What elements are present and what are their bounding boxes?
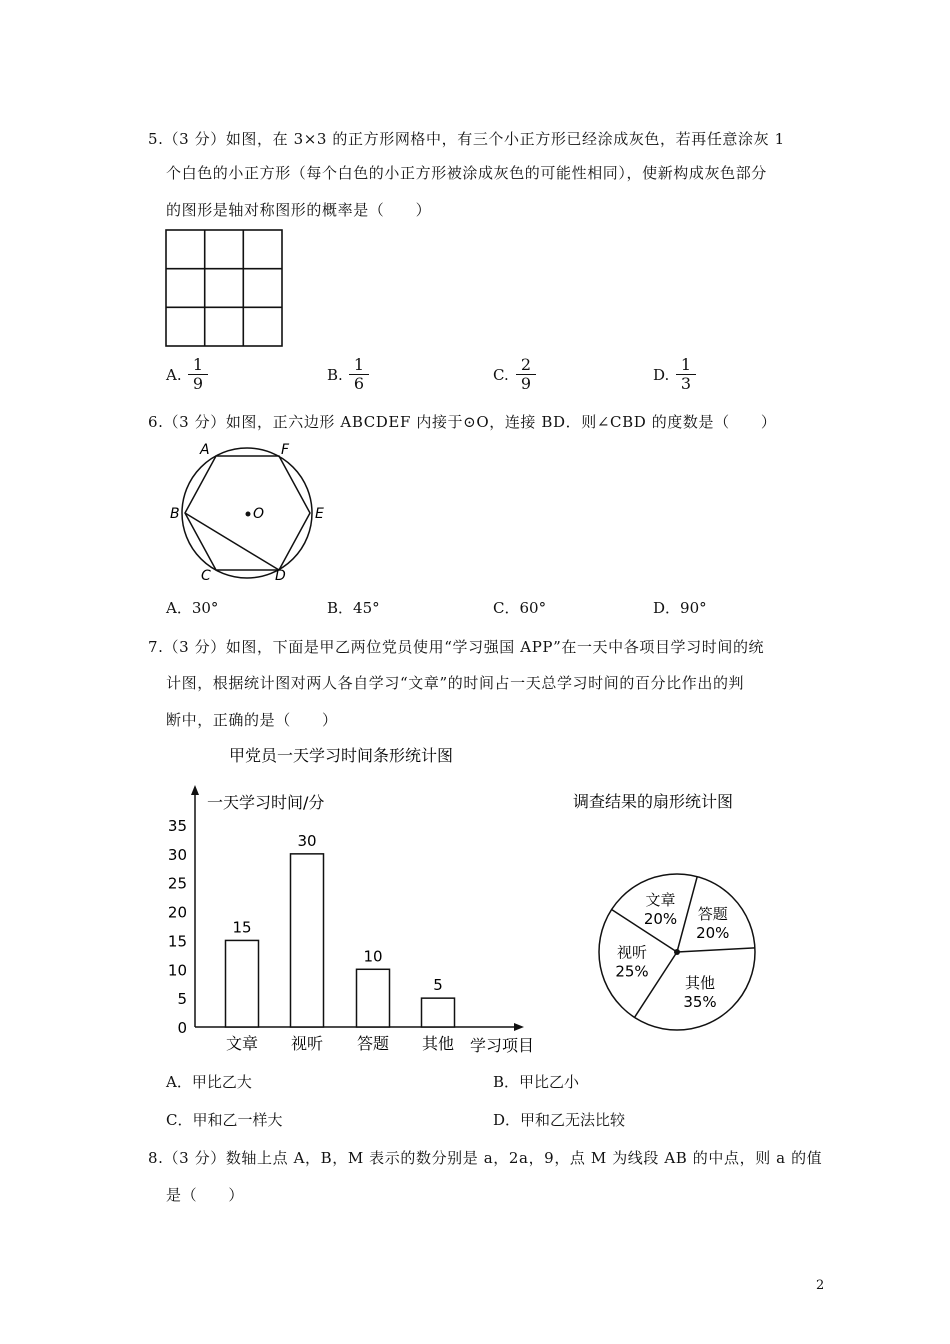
pie-slice-percent: 35% — [683, 992, 717, 1011]
bar-1 — [226, 940, 259, 1027]
y-tick-label: 10 — [167, 961, 187, 980]
q8-line2: 是（ ） — [166, 1186, 245, 1204]
q5-option-c[interactable]: C. — [493, 366, 509, 384]
q7-option-d[interactable]: D．甲和乙无法比较 — [493, 1111, 626, 1129]
pie-slice-name: 视听 — [616, 943, 648, 962]
pie-slice-percent: 20% — [696, 924, 730, 943]
q7-line2: 计图，根据统计图对两人各自学习“文章”的时间占一天总学习时间的百分比作出的判 — [166, 674, 745, 692]
q5-option-a-fraction: $\frac{1}{9}$ — [188, 356, 208, 393]
pie-chart-title: 调查结果的扇形统计图 — [573, 792, 734, 811]
bar-chart-ylabel: 一天学习时间/分 — [207, 793, 325, 812]
y-tick-label: 35 — [167, 817, 187, 835]
bar-value-label: 5 — [433, 976, 443, 995]
label-d: D — [275, 568, 286, 584]
bar-value-label: 10 — [363, 947, 383, 966]
bar-chart-xlabel: 学习项目 — [470, 1036, 535, 1055]
label-c: C — [201, 568, 211, 584]
y-axis-arrow — [191, 785, 199, 795]
q5-option-b[interactable]: B. — [327, 366, 343, 384]
bar-chart — [150, 735, 550, 1065]
bar-4 — [422, 998, 455, 1027]
pie-slice-percent: 25% — [615, 962, 649, 981]
bar-2 — [291, 854, 324, 1027]
q5-option-a[interactable]: A. — [166, 366, 182, 384]
q5-line3: 的图形是轴对称图形的概率是（ ） — [166, 201, 432, 219]
label-a: A — [200, 442, 210, 458]
y-tick-label: 20 — [167, 903, 187, 922]
x-tick-label: 文章 — [225, 1034, 259, 1053]
center-dot — [246, 512, 251, 517]
pie-chart — [560, 780, 800, 1040]
q7-line3: 断中，正确的是（ ） — [166, 711, 338, 729]
q6-option-d[interactable]: D．90° — [653, 599, 707, 617]
pie-slice-percent: 20% — [643, 910, 678, 929]
page-number: 2 — [816, 1278, 825, 1293]
q6-option-c[interactable]: C．60° — [493, 599, 547, 617]
label-e: E — [315, 506, 324, 522]
bar-3 — [357, 969, 390, 1027]
label-f: F — [281, 442, 290, 458]
label-o: O — [253, 506, 265, 522]
q5-option-b-fraction: $\frac{1}{6}$ — [349, 356, 369, 393]
y-tick-label: 15 — [167, 932, 187, 951]
q5-line2: 个白色的小正方形（每个白色的小正方形被涂成灰色的可能性相同），使新构成灰色部分 — [166, 164, 767, 182]
q6-hexagon-figure — [166, 440, 336, 586]
y-tick-label: 5 — [177, 990, 187, 1009]
q5-option-d[interactable]: D. — [653, 366, 670, 384]
bar-value-label: 30 — [297, 831, 317, 850]
x-axis-arrow — [514, 1023, 524, 1031]
q7-option-c[interactable]: C．甲和乙一样大 — [166, 1111, 283, 1129]
q5-grid-figure — [164, 228, 284, 348]
y-tick-label: 0 — [177, 1019, 187, 1037]
segment-bd — [185, 513, 279, 570]
bar-chart-title: 甲党员一天学习时间条形统计图 — [229, 746, 454, 765]
y-tick-label: 30 — [167, 845, 187, 864]
x-tick-label: 答题 — [356, 1034, 390, 1053]
label-b: B — [170, 506, 180, 522]
q7-option-b[interactable]: B．甲比乙小 — [493, 1073, 580, 1091]
bar-value-label: 15 — [232, 918, 252, 937]
q5-option-d-fraction: $\frac{1}{3}$ — [676, 356, 696, 393]
pie-slice-name: 其他 — [684, 973, 716, 992]
q6-option-b[interactable]: B．45° — [327, 599, 380, 617]
x-tick-label: 视听 — [290, 1034, 324, 1053]
pie-center-dot — [674, 949, 680, 955]
y-tick-label: 25 — [167, 874, 187, 893]
pie-slice-name: 文章 — [645, 891, 676, 910]
q8-line1: 8.（3 分）数轴上点 A，B，M 表示的数分别是 a，2a，9，点 M 为线段 AB 的中点，则 a 的值 — [148, 1149, 823, 1167]
x-tick-label: 其他 — [421, 1034, 455, 1053]
q7-option-a[interactable]: A．甲比乙大 — [166, 1073, 252, 1091]
q5-option-c-fraction: $\frac{2}{9}$ — [516, 356, 536, 393]
q5-line1: 5.（3 分）如图，在 3×3 的正方形网格中，有三个小正方形已经涂成灰色，若再任意涂灰 1 — [148, 130, 785, 148]
q7-line1: 7.（3 分）如图，下面是甲乙两位党员使用“学习强国 APP”在一天中各项目学习时间的统 — [148, 638, 765, 656]
pie-slice-name: 答题 — [697, 905, 728, 924]
q6-option-a[interactable]: A．30° — [166, 599, 219, 617]
q6-line1: 6.（3 分）如图，正六边形 ABCDEF 内接于⊙O，连接 BD．则∠CBD 的度数是（ ） — [148, 413, 777, 431]
